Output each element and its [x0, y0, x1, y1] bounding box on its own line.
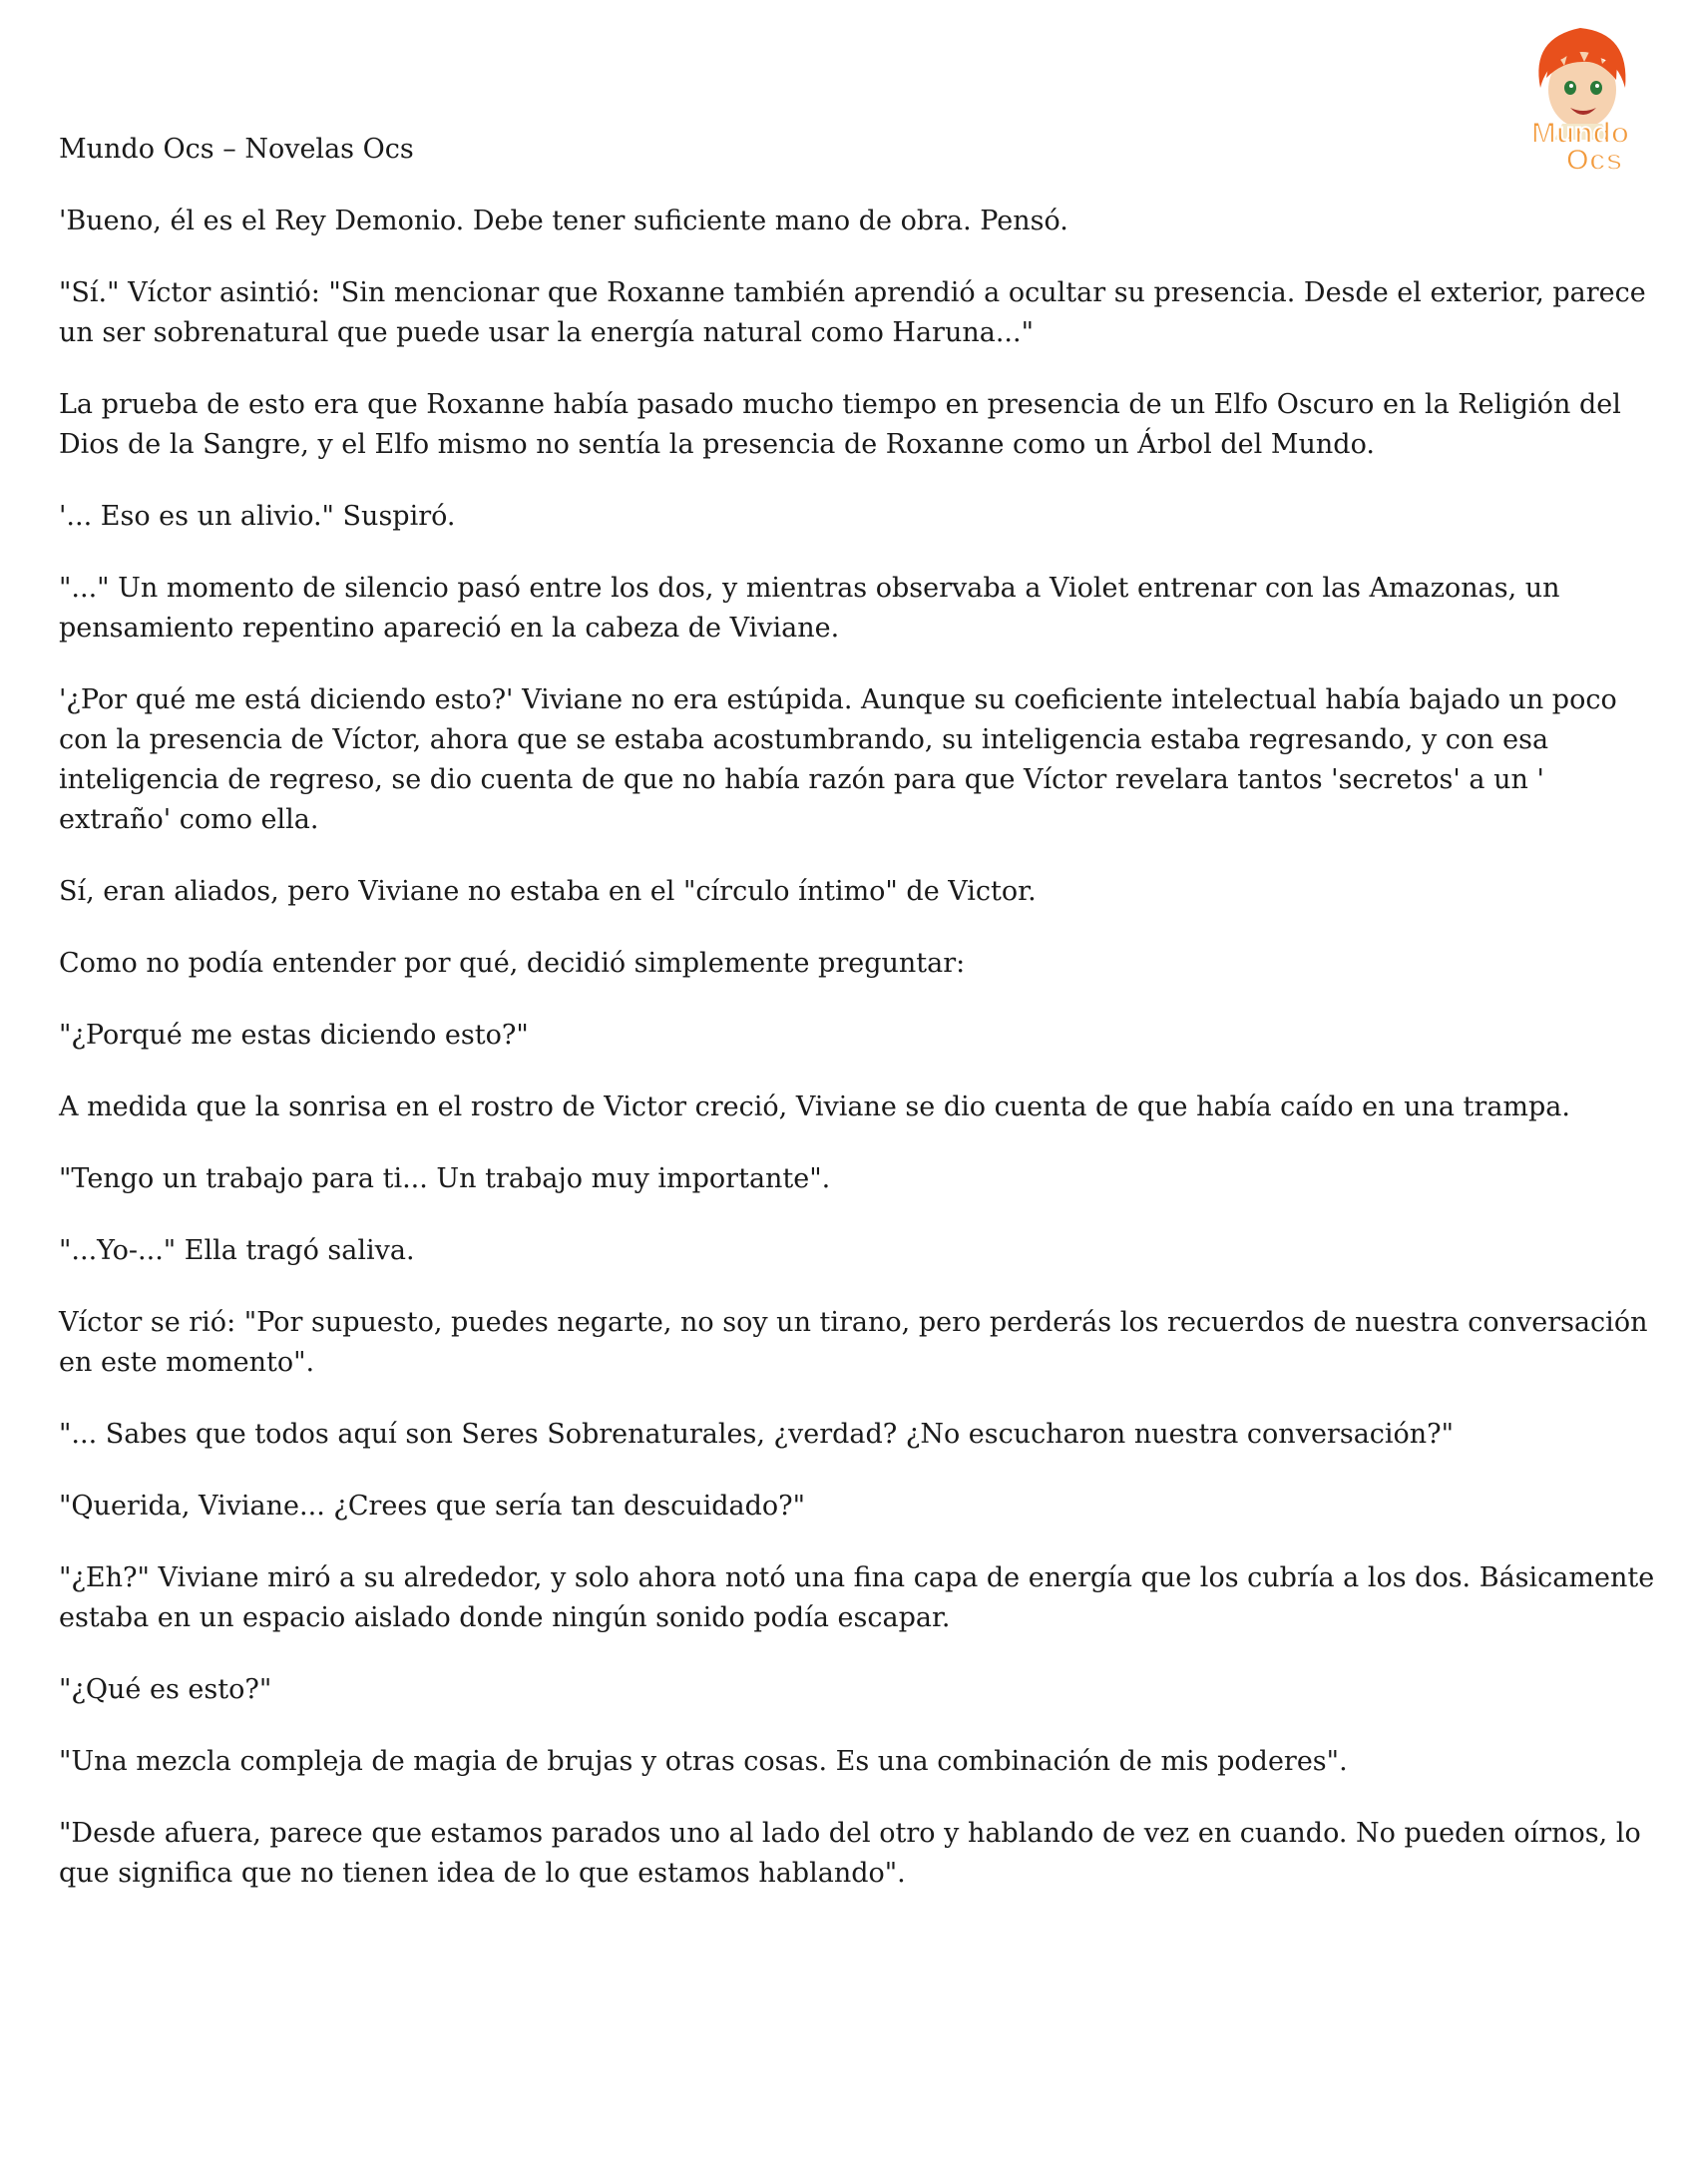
logo-mascot-icon [1500, 18, 1660, 178]
paragraph: "¿Qué es esto?" [59, 1674, 272, 1705]
paragraph: "... Sabes que todos aquí son Seres Sobrenaturales, ¿verdad? ¿No escucharon nuestra conversación?" [59, 1419, 1455, 1450]
paragraph: 'Bueno, él es el Rey Demonio. Debe tener suficiente mano de obra. Pensó. [59, 206, 1068, 236]
paragraph: "¿Eh?" Viviane miró a su alrededor, y solo ahora notó una fina capa de energía que los cubría a los dos. Básicamente estaba en un espacio aislado donde ningún sonido podía escapar. [59, 1562, 1655, 1633]
paragraph: "Querida, Viviane... ¿Crees que sería tan descuidado?" [59, 1491, 806, 1522]
logo-text-line2: Ocs [1565, 144, 1623, 177]
paragraph: "Sí." Víctor asintió: "Sin mencionar que Roxanne también aprendió a ocultar su presencia. Desde el exterior, parece un ser sobrenatural que puede usar la energía natural como Haruna..." [59, 277, 1646, 348]
paragraph: Víctor se rió: "Por supuesto, puedes negarte, no soy un tirano, pero perderás los recuerdos de nuestra conversación en este momento". [59, 1307, 1648, 1378]
paragraph: '... Eso es un alivio." Suspiró. [59, 501, 456, 532]
mundo-ocs-logo [1500, 18, 1660, 178]
paragraph: La prueba de esto era que Roxanne había pasado mucho tiempo en presencia de un Elfo Oscuro en la Religión del Dios de la Sangre, y el Elfo mismo no sentía la presencia de Roxanne como un Árbol del Mundo. [59, 389, 1621, 460]
paragraph: "Tengo un trabajo para ti... Un trabajo muy importante". [59, 1163, 831, 1194]
paragraph: '¿Por qué me está diciendo esto?' Viviane no era estúpida. Aunque su coeficiente intelectual había bajado un poco con la presencia de Víctor, ahora que se estaba acostumbrando, su inteligencia estaba regresando, y con esa inteligencia de regreso, se dio cuenta de que no había razón para que Víctor revelara tantos 'secretos' a un ' extraño' como ella. [59, 684, 1617, 835]
paragraph: "Desde afuera, parece que estamos parados uno al lado del otro y hablando de vez en cuando. No pueden oírnos, lo que significa que no tienen idea de lo que estamos hablando". [59, 1818, 1641, 1889]
paragraph: A medida que la sonrisa en el rostro de Victor creció, Viviane se dio cuenta de que había caído en una trampa. [59, 1092, 1570, 1122]
paragraph: Sí, eran aliados, pero Viviane no estaba en el "círculo íntimo" de Victor. [59, 876, 1037, 907]
logo-text-line1: Mundo [1530, 117, 1630, 150]
paragraph: "¿Porqué me estas diciendo esto?" [59, 1020, 529, 1051]
document-body [59, 202, 1655, 1926]
page-header: Mundo Ocs – Novelas Ocs [59, 134, 414, 165]
paragraph: "...Yo-..." Ella tragó saliva. [59, 1235, 415, 1266]
paragraph: "Una mezcla compleja de magia de brujas y otras cosas. Es una combinación de mis poderes". [59, 1746, 1348, 1777]
paragraph: Como no podía entender por qué, decidió simplemente preguntar: [59, 948, 966, 979]
paragraph: "..." Un momento de silencio pasó entre los dos, y mientras observaba a Violet entrenar con las Amazonas, un pensamiento repentino apareció en la cabeza de Viviane. [59, 573, 1560, 644]
